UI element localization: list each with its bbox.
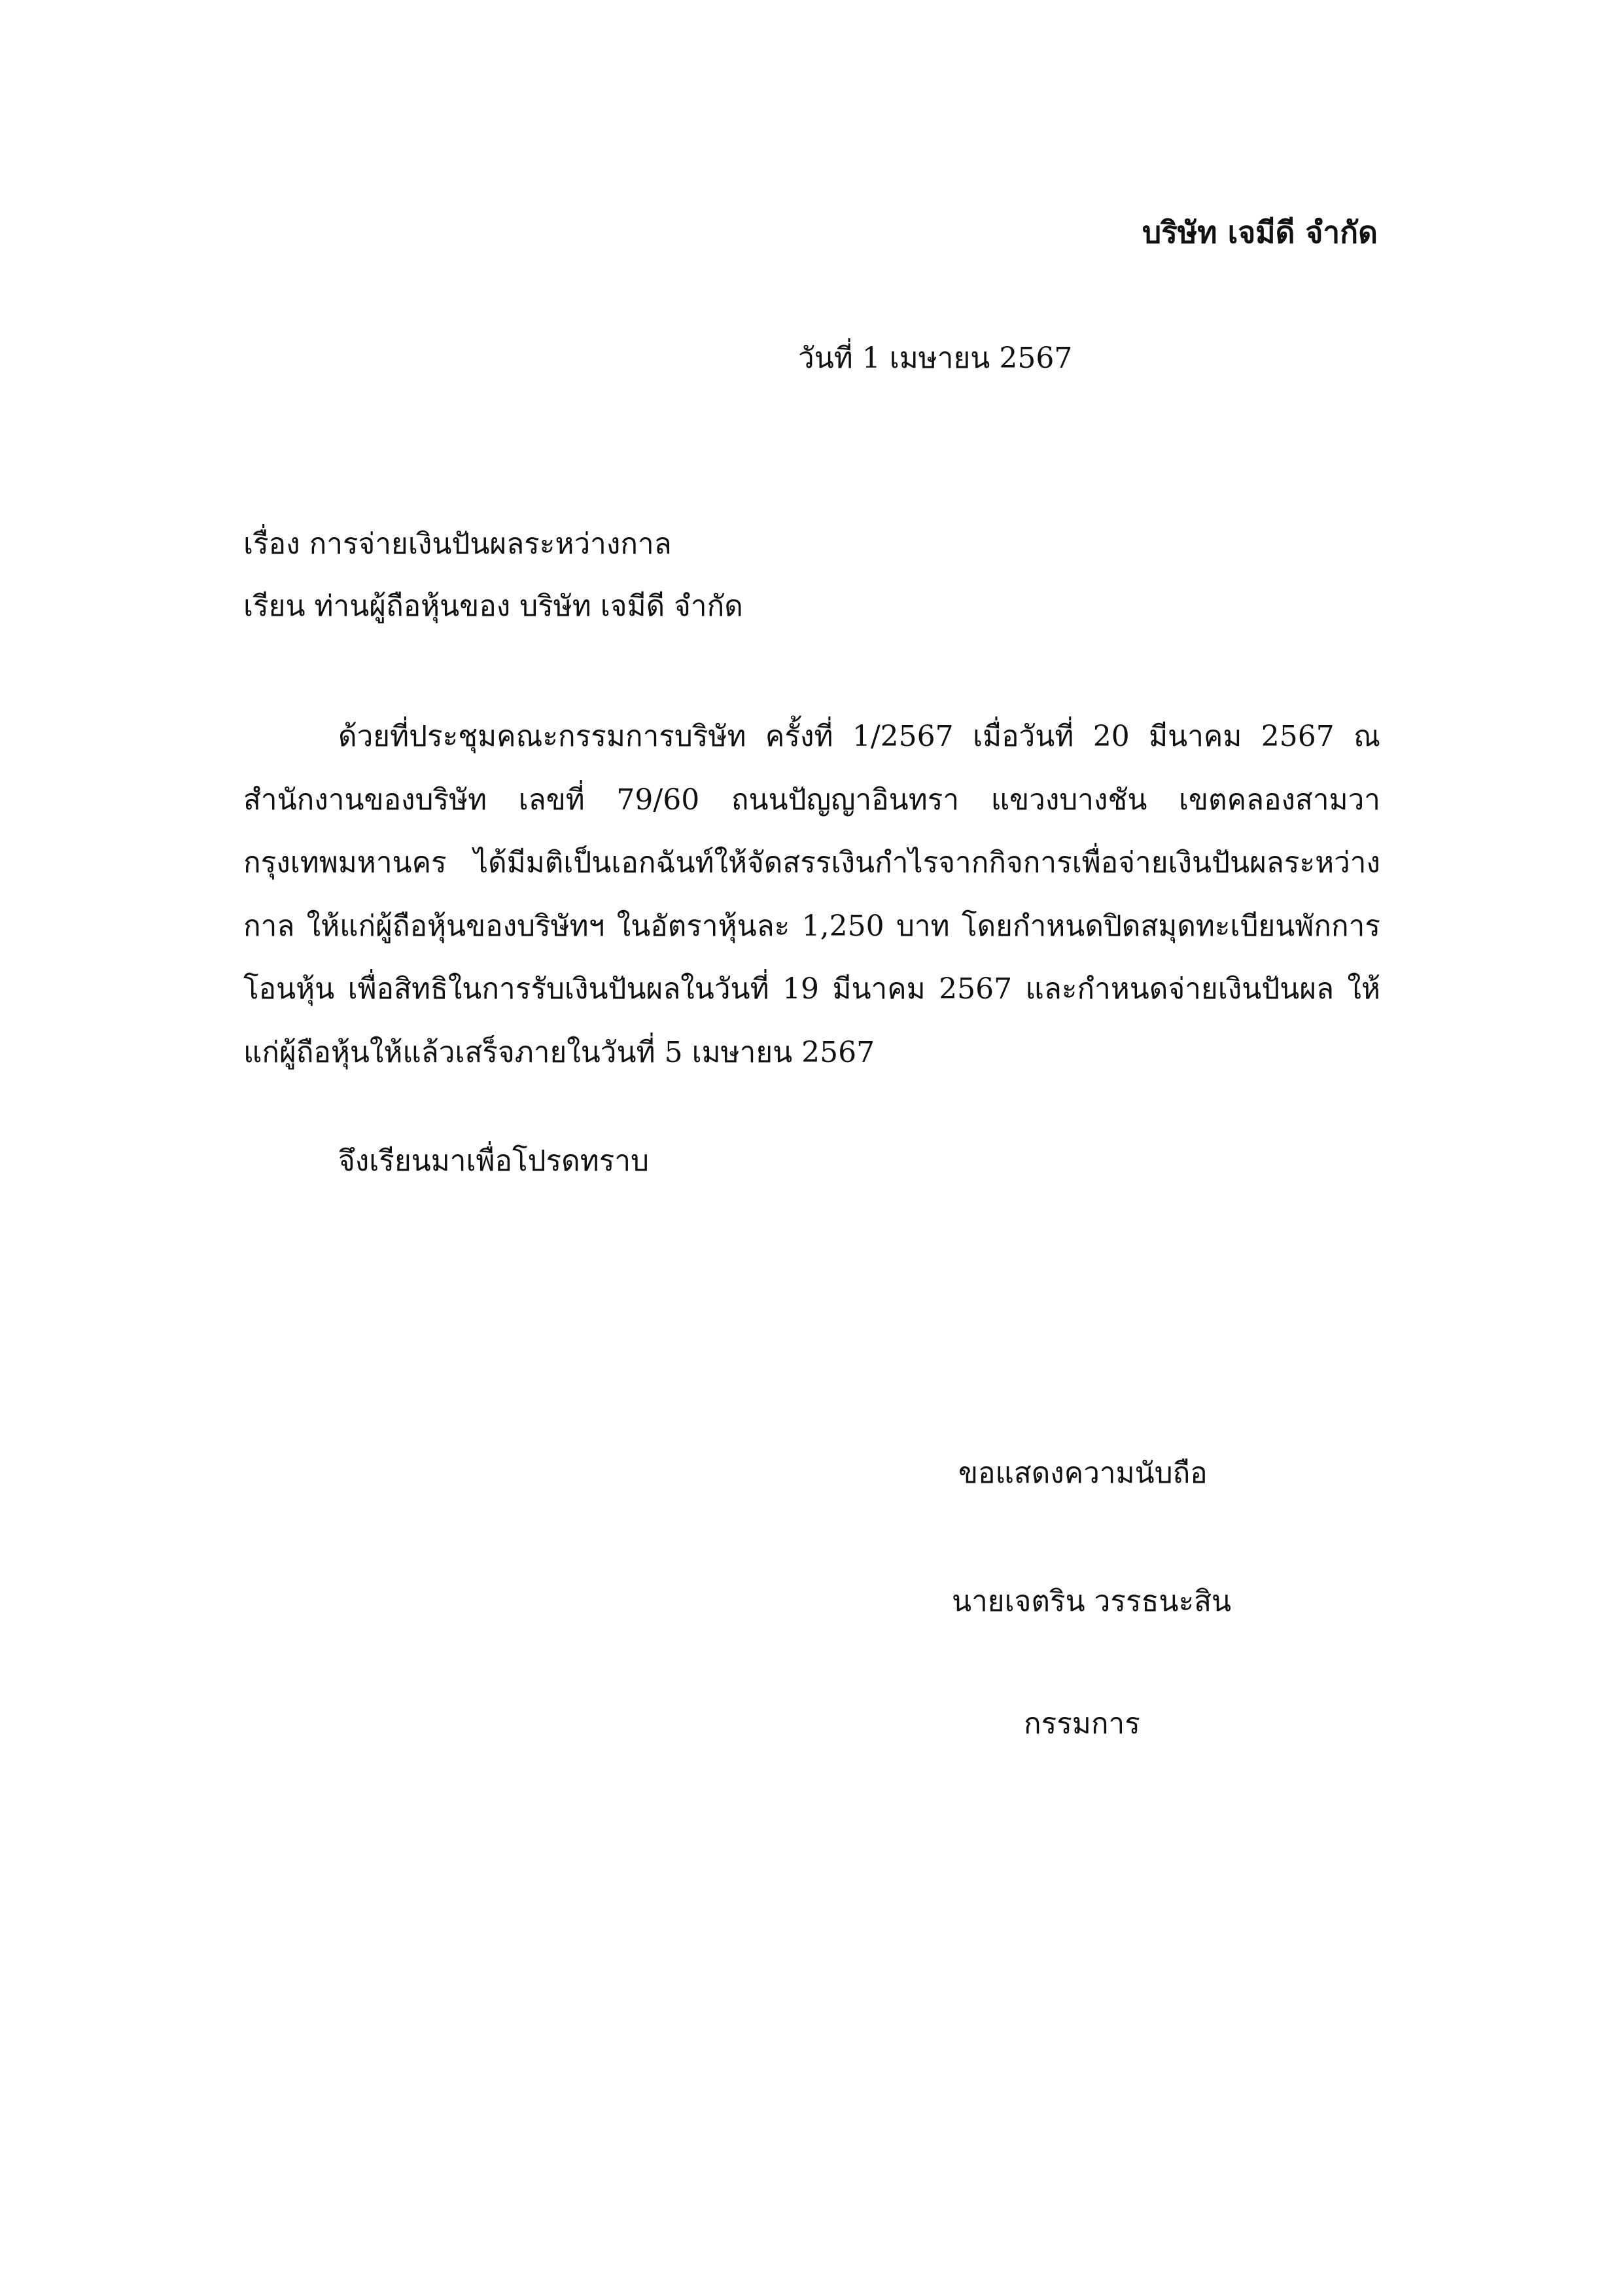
letter-date: วันที่ 1 เมษายน 2567 bbox=[798, 342, 1073, 375]
signer-name: นายเจตริน วรรธนะสิน bbox=[952, 1585, 1232, 1618]
letter-regards: ขอแสดงความนับถือ bbox=[958, 1457, 1208, 1490]
letter-closing: จึงเรียนมาเพื่อโปรดทราบ bbox=[338, 1144, 650, 1178]
signer-title: กรรมการ bbox=[1024, 1707, 1140, 1740]
letter-recipient: เรียน ท่านผู้ถือหุ้นของ บริษัท เจมีดี จำกัด bbox=[243, 590, 743, 623]
letter-body bbox=[243, 705, 1380, 1084]
letter-body-text: ด้วยที่ประชุมคณะกรรมการบริษัท ครั้งที่ 1/2567 เมื่อวันที่ 20 มีนาคม 2567 ณ สำนักงานของบริษัท เลขที่ 79/60 ถนนปัญญาอินทรา แขวงบางชัน เขตคลองสามวา กรุงเทพมหานคร ได้มีมติเป็นเอกฉันท์ให้จัดสรรเงินกำไรจากกิจการเพื่อจ่ายเงินปันผลระหว่างกาล ให้แก่ผู้ถือหุ้นของบริษัทฯ ในอัตราหุ้นละ 1,250 บาท โดยกำหนดปิดสมุดทะเบียนพักการโอนหุ้น เพื่อสิทธิในการรับเงินปันผลในวันที่ 19 มีนาคม 2567 และกำหนดจ่ายเงินปันผล ให้แก่ผู้ถือหุ้นให้แล้วเสร็จภายในวันที่ 5 เมษายน 2567 bbox=[243, 720, 1380, 1069]
letter-subject: เรื่อง การจ่ายเงินปันผลระหว่างกาล bbox=[243, 527, 672, 561]
company-name: บริษัท เจมีดี จำกัด bbox=[1142, 215, 1378, 250]
